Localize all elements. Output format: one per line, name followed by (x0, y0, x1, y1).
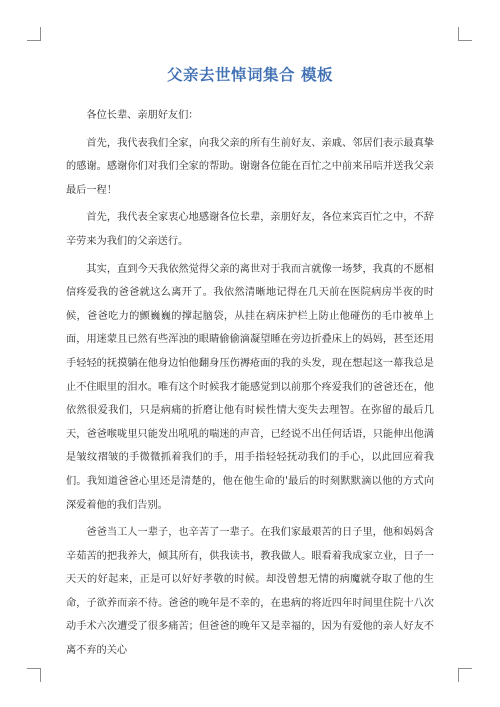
crop-mark-bottom-left-h (27, 668, 41, 669)
crop-mark-bottom-left-v (40, 668, 41, 682)
paragraph-thanks: 首先，我代表我们全家，向我父亲的所有生前好友、亲戚、邻居们表示最真挚的感谢。感谢你们对我们全家的帮助。谢谢各位能在百忙之中前来吊唁并送我父亲最后一程！ (66, 137, 434, 196)
crop-mark-top-left-v (40, 27, 41, 41)
paragraph-memory: 其实，直到今天我依然觉得父亲的离世对于我而言就像一场梦，我真的不愿相信疼爱我的爸爸就这么离开了。我依然清晰地记得在几天前在医院病房半夜的时候，爸爸吃力的颤巍巍的撑起脑袋，从挂在病床护栏上防止他碰伤的毛巾被单上面，用迷蒙且已然有些浑浊的眼睛偷偷滴凝望睡在旁边折叠床上的妈妈，甚至还用手轻轻的抚摸躺在他身边怕他翻身压伤褥疮面的我的头发，现在想起这一幕我总是止不住眼里的泪水。唯有这个时候我才能感觉到以前那个疼爱我们的爸爸还在，他依然很爱我们，只是病痛的折磨让他有时候性情大变失去理智。在弥留的最后几天，爸爸喉咙里只能发出吼吼的喘迷的声音，已经说不出任何话语，只能伸出他满是皱纹褶皱的手微微抓着我们的手，用手指轻轻抚动我们的手心，以此回应着我们。我知道爸爸心里还是清楚的，他在他生命的'最后的时刻默默滴以他的方式向深爱着他的我们告别。 (66, 263, 434, 511)
crop-mark-top-left-h (27, 40, 41, 41)
crop-mark-top-right-h (458, 40, 472, 41)
document-body (66, 104, 434, 663)
paragraph-family-thanks: 首先，我代表全家衷心地感谢各位长辈，亲朋好友，各位来宾百忙之中，不辞辛劳来为我们的父亲送行。 (66, 212, 434, 247)
crop-mark-bottom-right-h (458, 668, 472, 669)
crop-mark-bottom-right-v (458, 668, 459, 682)
document-title: 父亲去世悼词集合 模板 (167, 66, 333, 84)
paragraph-father-life: 爸爸当工人一辈子，也辛苦了一辈子。在我们家最艰苦的日子里，他和妈妈含辛茹苦的把我养大，倾其所有，供我读书，教我做人。眼看着我成家立业，日子一天天的好起来，正是可以好好孝敬的时候。却没曾想无情的病魔就夺取了他的生命，子欲养而亲不待。爸爸的晚年是不幸的，在患病的将近四年时间里住院十八次动手术六次遭受了很多痛苦；但爸爸的晚年又是幸福的，因为有爱他的亲人好友不离不弃的关心 (66, 527, 434, 657)
crop-mark-top-right-v (458, 27, 459, 41)
paragraph-greeting: 各位长辈、亲朋好友们： (86, 110, 199, 121)
